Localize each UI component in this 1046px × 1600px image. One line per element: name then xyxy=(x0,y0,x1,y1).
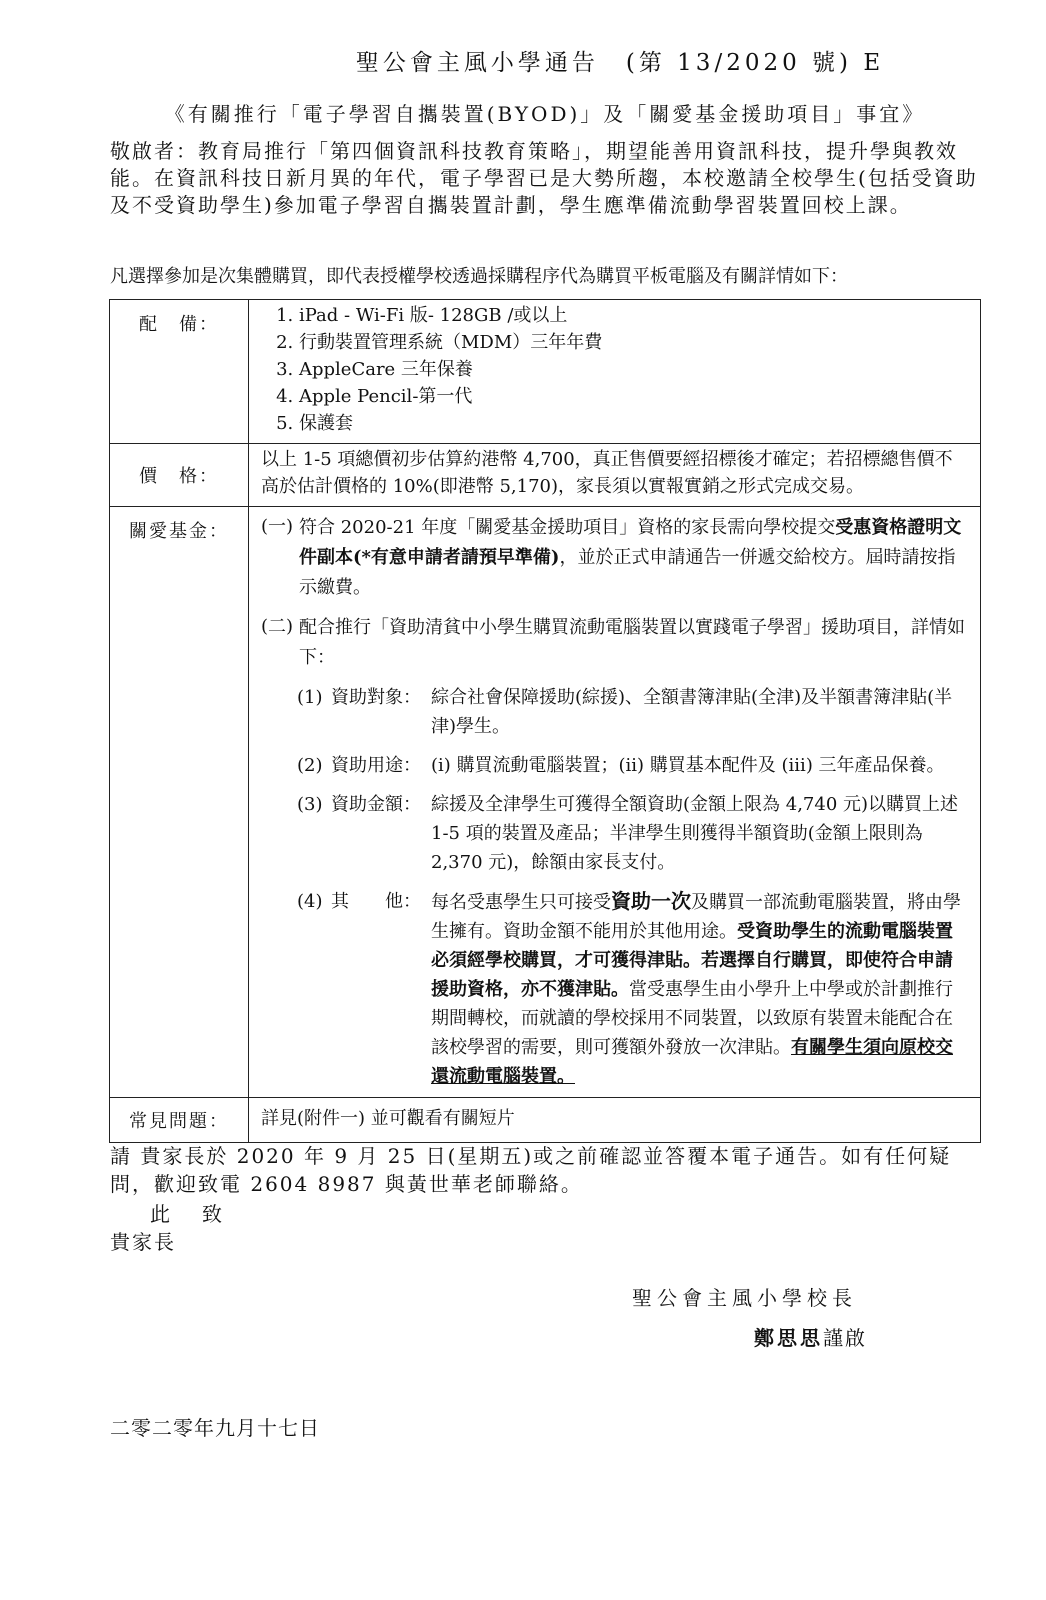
subsidy-item-label: 資助用途： xyxy=(331,755,421,776)
fund-section-1-number: (一) xyxy=(261,516,294,537)
fund-section-2-number: (二) xyxy=(261,616,294,637)
subsidy-item-text: 綜援及全津學生可獲得全額資助(金額上限為 4,740 元)以購買上述 1-5 項的裝置及產品；半津學生則獲得半額資助(金額上限則為 2,370 元)，餘額由家長支付。 xyxy=(431,794,959,873)
fund-section-1-text xyxy=(299,513,970,603)
fund-section-1 xyxy=(261,513,970,603)
subsidy-item-index: (3) xyxy=(297,794,323,815)
signature-school: 聖公會主風小學校長 xyxy=(632,1286,857,1310)
subsidy-item-text xyxy=(431,887,970,1091)
faq-text: 詳見(附件一) 並可觀看有關短片 xyxy=(249,1098,981,1143)
details-table xyxy=(109,299,981,1143)
fund-section-1-bold: 受惠資格證明文件副本(*有意申請者請預早準備) xyxy=(299,517,962,568)
fund-section-1-text-b: ，並於正式申請通告一併遞交給校方。屆時請按指示繳費。 xyxy=(299,547,956,598)
notice-date: 二零二零年九月十七日 xyxy=(110,1416,320,1440)
subsidy-item-target xyxy=(297,683,970,741)
fund-content xyxy=(249,507,981,1098)
subsidy-item-other xyxy=(297,887,970,1091)
intro-paragraph: 敬啟者：教育局推行「第四個資訊科技教育策略」，期望能善用資訊科技，提升學與教效能。在資訊科技日新月異的年代，電子學習已是大勢所趨，本校邀請全校學生(包括受資助及不受資助學生)參加電子學習自攜裝置計劃，學生應準備流動學習裝置回校上課。 xyxy=(110,139,978,217)
fund-section-1-text-a: 符合 2020-21 年度「關愛基金援助項目」資格的家長需向學校提交 xyxy=(299,517,836,538)
subsidy-item-index: (1) xyxy=(297,687,323,708)
signature-suffix: 謹啟 xyxy=(823,1326,867,1350)
fund-section-2-text: 配合推行「資助清貧中小學生購買流動電腦裝置以實踐電子學習」援助項目，詳情如下： xyxy=(299,617,965,668)
signature-name xyxy=(754,1322,867,1351)
fund-label: 關愛基金： xyxy=(110,507,249,1098)
subsidy-item-amount xyxy=(297,790,970,877)
other-text-1: 每名受惠學生只可接受 xyxy=(431,892,611,913)
subsidy-item-label: 資助對象： xyxy=(331,687,421,708)
other-text-3: 當受惠學生由小學升上中學或於計劃推行期間轉校，而就讀的學校採用不同裝置，以致原有裝置未能配合在該校學習的需要，則可獲額外發放一次津貼。 xyxy=(431,979,953,1058)
fund-row xyxy=(110,507,981,1098)
scope-paragraph: 凡選擇參加是次集體購買，即代表授權學校透過採購程序代為購買平板電腦及有關詳情如下： xyxy=(110,266,848,287)
list-item: 4. Apple Pencil-第一代 xyxy=(299,383,970,410)
other-text-2: 及購買一部流動電腦裝置，將由學生擁有。資助金額不能用於其他用途。 xyxy=(431,892,961,942)
price-text: 以上 1-5 項總價初步估算約港幣 4,700，真正售價要經招標後才確定；若招標總售價不高於估計價格的 10%(即港幣 5,170)，家長須以實報實銷之形式完成交易。 xyxy=(249,444,981,507)
list-item: 2. 行動裝置管理系統（MDM）三年年費 xyxy=(299,329,970,356)
other-bold-once: 資助一次 xyxy=(611,889,691,913)
subsidy-item-text: (i) 購買流動電腦裝置；(ii) 購買基本配件及 (iii) 三年產品保養。 xyxy=(431,755,945,776)
subsidy-item-label: 其 他： xyxy=(331,891,421,912)
list-item: 5. 保護套 xyxy=(299,410,970,437)
equipment-content xyxy=(249,300,981,444)
closing-paragraph: 請 貴家長於 2020 年 9 月 25 日(星期五)或之前確認並答覆本電子通告。如有任何疑問，歡迎致電 2604 8987 與黃世華老師聯絡。 xyxy=(110,1144,952,1196)
list-item: 1. iPad - Wi-Fi 版- 128GB /或以上 xyxy=(299,302,970,329)
subsidy-item-text: 綜合社會保障援助(綜援)、全額書簿津貼(全津)及半額書簿津貼(半津)學生。 xyxy=(431,687,953,737)
faq-label: 常見問題： xyxy=(110,1098,249,1143)
notice-title: 聖公會主風小學通告 (第 13/2020 號) E xyxy=(355,50,885,76)
other-bold-purchase-rule: 受資助學生的流動電腦裝置必須經學校購買，才可獲得津貼。若選擇自行購買，即使符合申請援助資格，亦不獲津貼。 xyxy=(431,921,953,1000)
equipment-list xyxy=(261,302,970,437)
salutation-line-1: 此 致 xyxy=(150,1202,228,1226)
principal-name: 鄭思思 xyxy=(754,1326,823,1350)
fund-section-2 xyxy=(261,613,970,1091)
notice-subject: 《有關推行「電子學習自攜裝置(BYOD)」及「關愛基金援助項目」事宜》 xyxy=(164,102,926,126)
equipment-label: 配 備： xyxy=(110,300,249,444)
other-bold-return-rule: 有關學生須向原校交還流動電腦裝置。 xyxy=(431,1037,953,1087)
subsidy-item-index: (2) xyxy=(297,755,323,776)
price-row xyxy=(110,444,981,507)
subsidy-item-label: 資助金額： xyxy=(331,794,421,815)
subsidy-item-usage xyxy=(297,751,970,780)
subsidy-item-index: (4) xyxy=(297,891,323,912)
equipment-row xyxy=(110,300,981,444)
price-label: 價 格： xyxy=(110,444,249,507)
faq-row xyxy=(110,1098,981,1143)
list-item: 3. AppleCare 三年保養 xyxy=(299,356,970,383)
salutation-line-2: 貴家長 xyxy=(110,1230,176,1254)
